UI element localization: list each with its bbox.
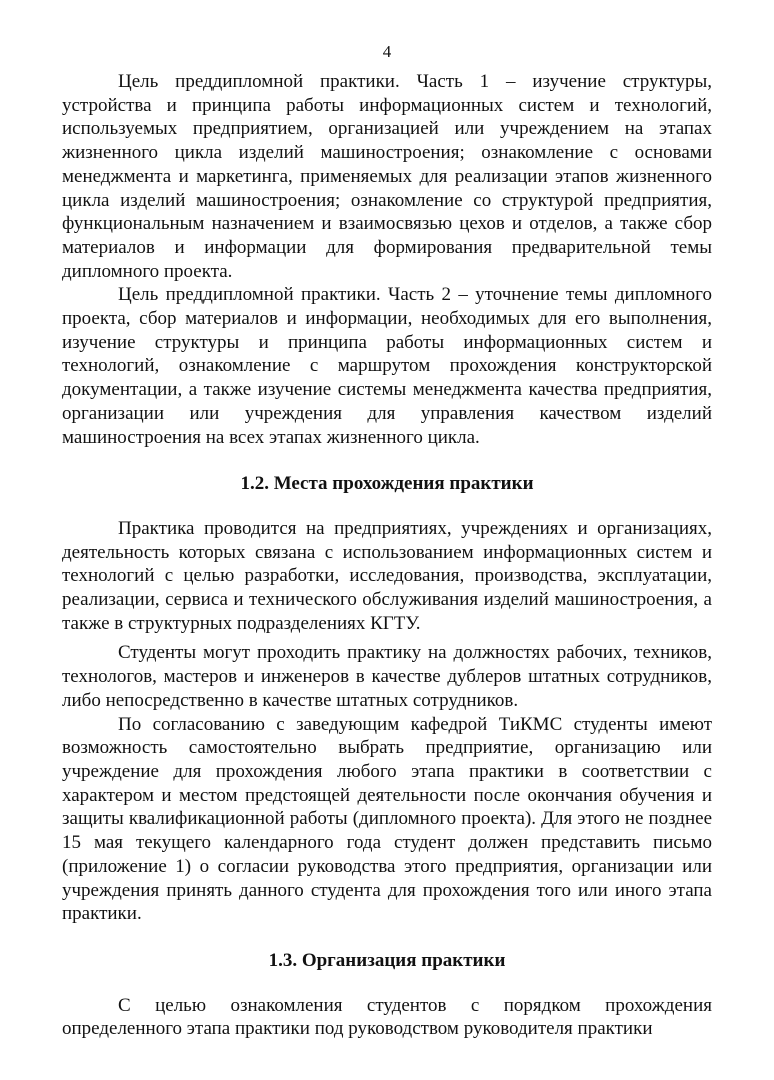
section-heading-organization: 1.3. Организация практики xyxy=(268,949,506,971)
places-paragraph-1: Практика проводится на предприятиях, учреждениях и организациях, деятельность которых связана с использованием информационных систем и технологий с целью разработки, исследования, производства, эксплуатации, реализации, сервиса и технического обслуживания изделий машиностроения, а также в структурных подразделениях КГТУ. xyxy=(62,517,712,634)
spacer xyxy=(62,496,712,517)
page-number: 4 xyxy=(382,42,392,61)
organization-paragraph-1: С целью ознакомления студентов с порядком прохождения определенного этапа практики под руководством руководителя практики xyxy=(62,994,712,1040)
spacer xyxy=(62,449,712,472)
places-paragraph-2: Студенты могут проходить практику на должностях рабочих, техников, технологов, мастеров и инженеров в качестве дублеров штатных сотрудников, либо непосредственно в качестве штатных сотрудников. xyxy=(62,642,712,711)
spacer xyxy=(62,973,712,994)
section-heading-places: 1.2. Места прохождения практики xyxy=(240,473,534,495)
places-paragraph-3: По согласованию с заведующим кафедрой ТиКМС студенты имеют возможность самостоятельно выбрать предприятие, организацию или учреждение для прохождения любого этапа практики в соответствии с характером и местом предстоящей деятельности после окончания обучения и защиты квалификационной работы (дипломного проекта). Для этого не позднее 15 мая текущего календарного года студент должен представить письмо (приложение 1) о согласии руководства этого предприятия, организации или учреждения принять данного студента для прохождения того или иного этапа практики. xyxy=(62,713,712,925)
intro-paragraph-2: Цель преддипломной практики. Часть 2 – уточнение темы дипломного проекта, сбор материалов и информации, необходимых для его выполнения, изучение структуры и принципа работы информационных систем и технологий, ознакомление с маршрутом прохождения конструкторской документации, а также изучение системы менеджмента качества предприятия, организации или учреждения для управления качеством изделий машиностроения на всех этапах жизненного цикла. xyxy=(62,284,712,448)
spacer xyxy=(62,926,712,949)
page-content xyxy=(62,70,712,1041)
intro-paragraph-1: Цель преддипломной практики. Часть 1 – изучение структуры, устройства и принципа работы информационных систем и технологий, используемых предприятием, организацией или учреждением на этапах жизненного цикла изделий машиностроения; ознакомление с основами менеджмента и маркетинга, применяемых для реализации этапов жизненного цикла изделий машиностроения; ознакомление со структурой предприятия, функциональным назначением и взаимосвязью цехов и отделов, а также сбор материалов и информации для формирования предварительной темы дипломного проекта. xyxy=(62,71,712,282)
